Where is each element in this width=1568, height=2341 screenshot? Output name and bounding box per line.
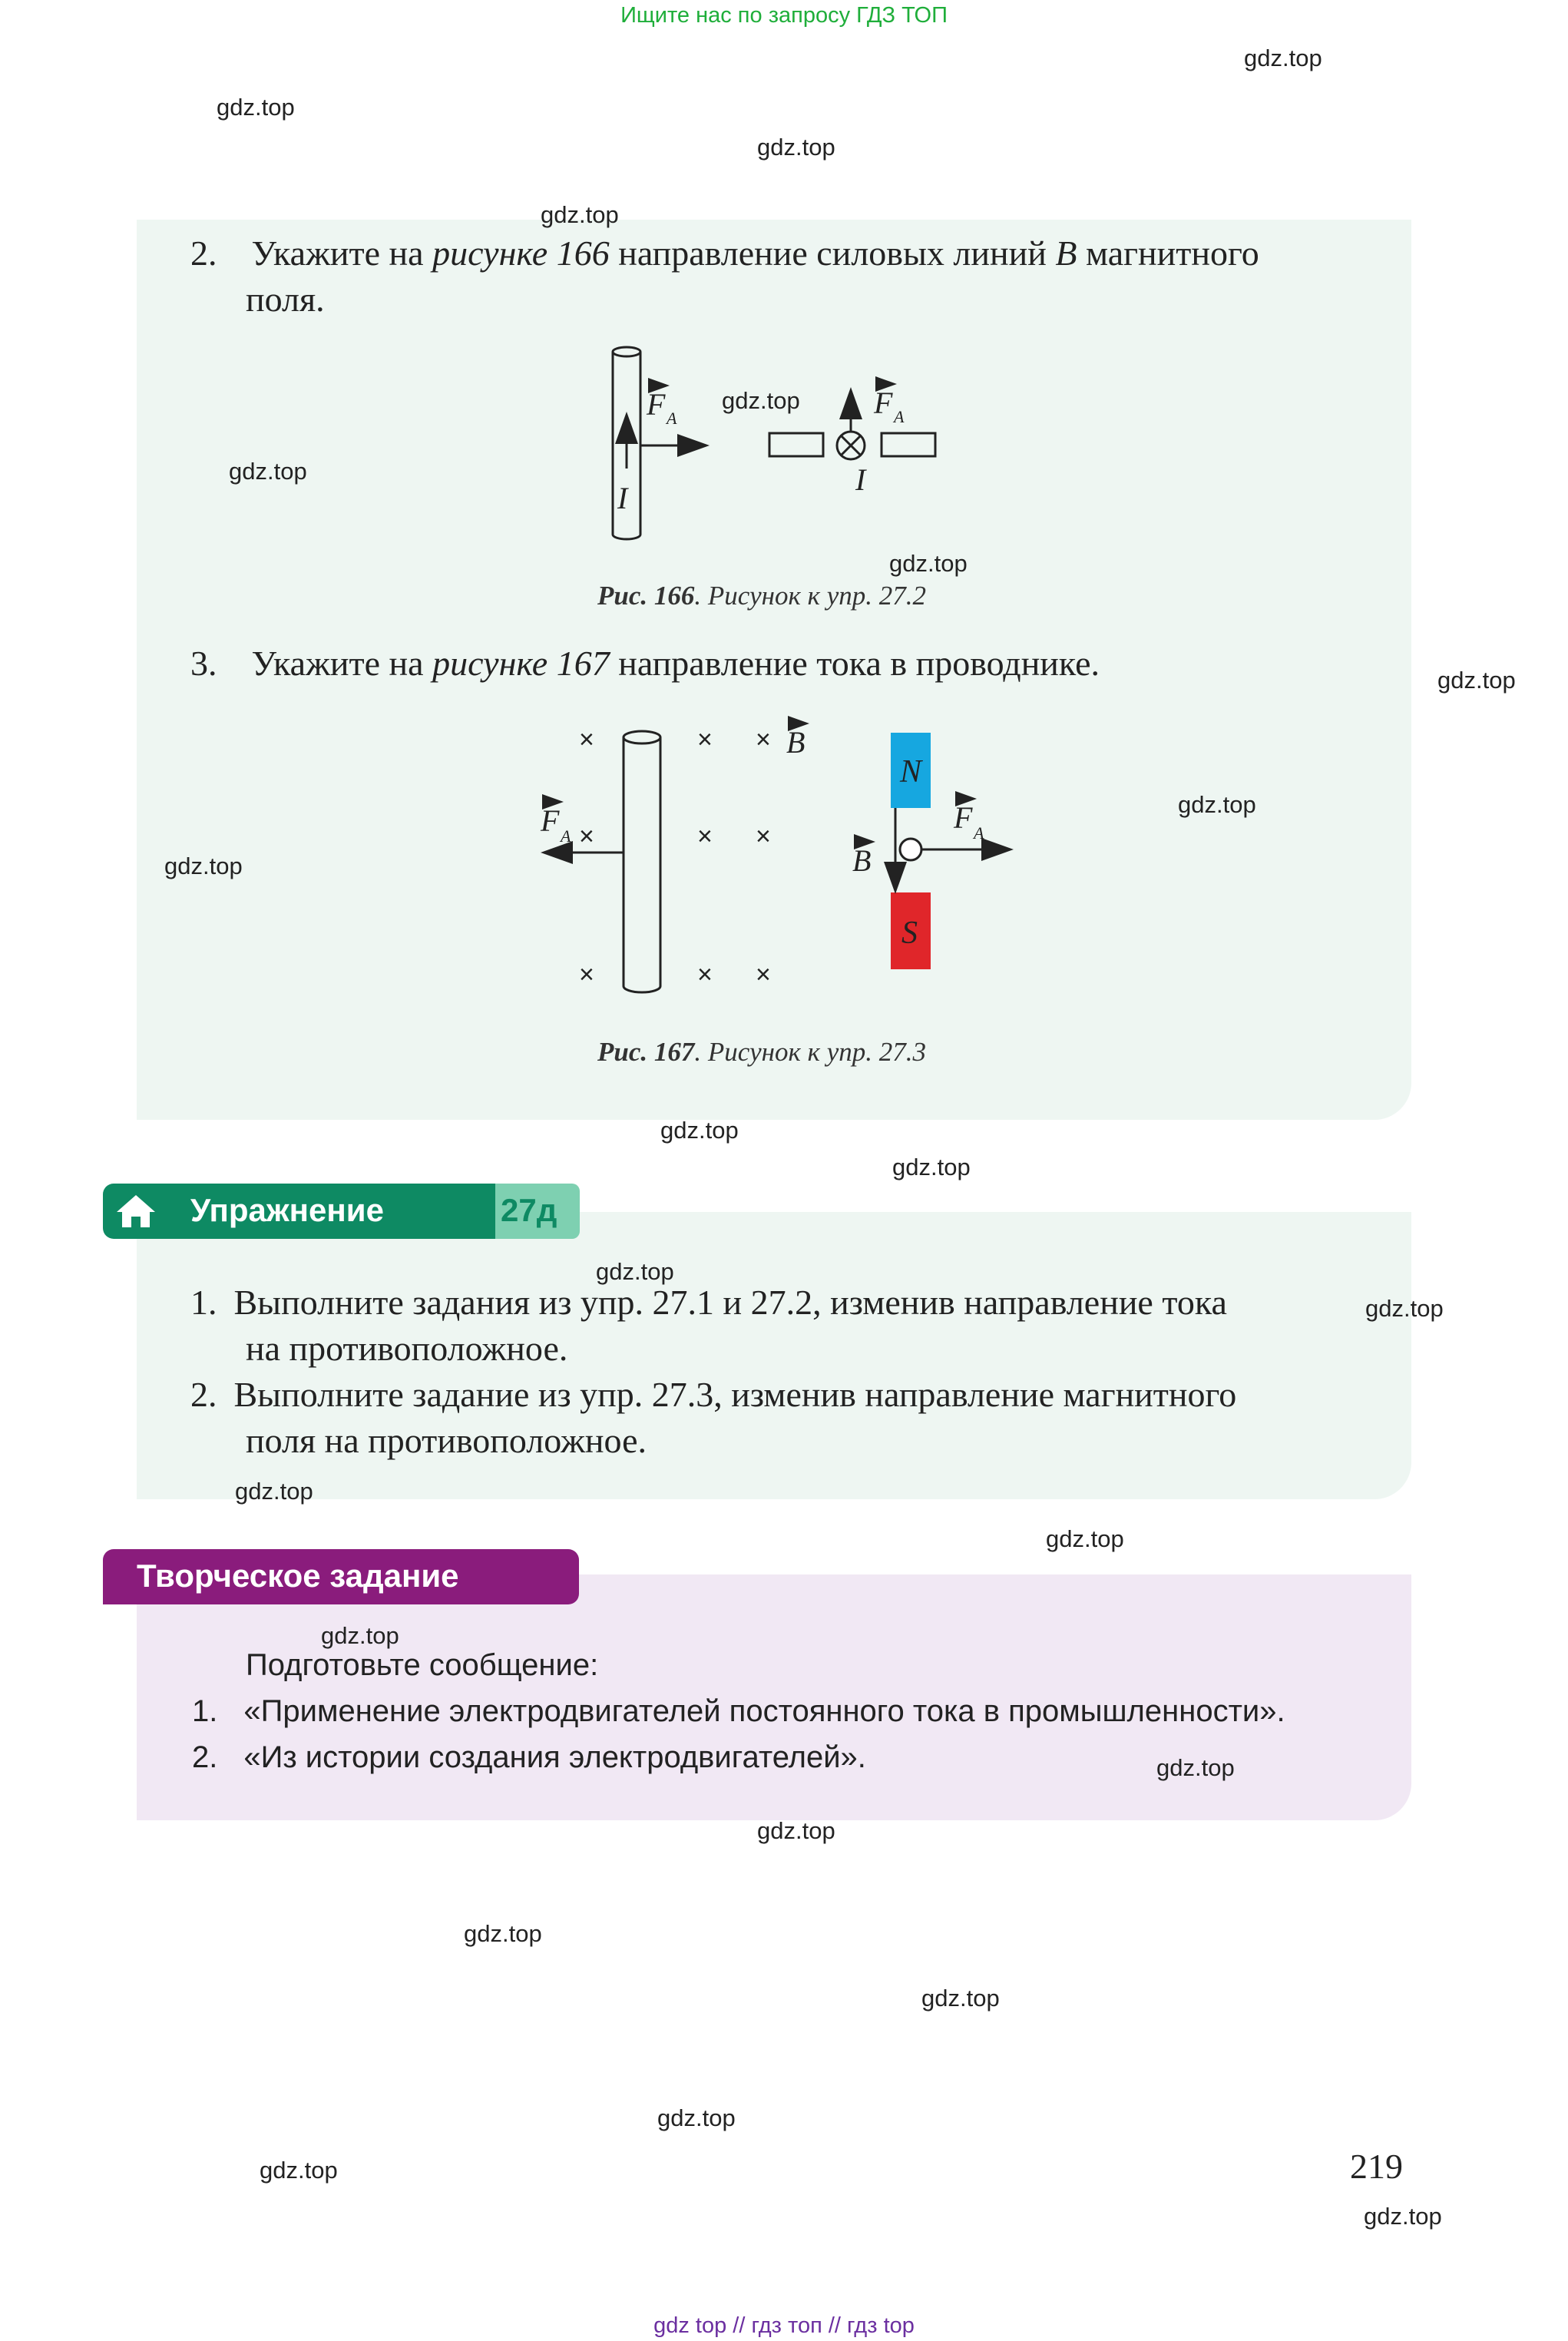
watermark: gdz.top [464,1920,542,1947]
watermark: gdz.top [889,550,968,577]
search-banner[interactable]: Ищите нас по запросу ГДЗ ТОП [620,3,948,28]
figure-166-caption: Рис. 166. Рисунок к упр. 27.2 [597,581,926,611]
svg-text:B: B [852,843,872,878]
svg-text:F: F [541,803,560,838]
task-3-line: 3. Укажите на рисунке 167 направление тока в проводнике. [190,644,1100,683]
exercise-item-1-cont: на противоположное. [246,1329,568,1368]
svg-text:×: × [756,960,771,989]
creative-task-title: Творческое задание [137,1558,459,1594]
magnet-left [769,433,823,456]
svg-text:A: A [894,407,905,426]
creative-item-2: 2. «Из истории создания электродвигателей». [192,1740,866,1774]
svg-text:A: A [974,823,984,843]
exercise-title: Упражнение [190,1192,384,1228]
svg-text:N: N [900,754,922,790]
figure-167 [522,714,1075,1006]
svg-text:B: B [786,725,806,760]
watermark: gdz.top [596,1258,674,1285]
force-label: F [647,387,666,422]
vector-b: B [1055,233,1077,273]
page-number: 219 [1350,2147,1403,2186]
svg-text:F: F [954,800,973,835]
exercise-number: 27д [501,1192,557,1228]
watermark: gdz.top [541,201,619,228]
svg-text:×: × [697,822,713,851]
watermark: gdz.top [892,1154,971,1180]
task-3-number: 3. [190,644,217,683]
watermark: gdz.top [164,853,243,879]
conductor-cross-section [900,839,921,860]
watermark: gdz.top [1244,45,1322,71]
figure-reference: рисунке 166 [432,233,610,273]
watermark: gdz.top [657,2104,736,2131]
task-2-line-1: 2. Укажите на рисунке 166 направление силовых линий B магнитного [190,233,1259,273]
creative-item-1: 1. «Применение электродвигателей постоянного тока в промышленности». [192,1694,1285,1728]
svg-text:×: × [756,725,771,754]
svg-text:×: × [697,960,713,989]
watermark: gdz.top [1437,667,1516,694]
svg-text:I: I [855,462,866,497]
exercise-item-1: 1. Выполните задания из упр. 27.1 и 27.2, изменив направление тока [190,1283,1227,1322]
figure-166 [538,338,1014,553]
exercise-item-2-cont: поля на противоположное. [246,1421,647,1460]
current-label: I [617,481,628,515]
figure-reference: рисунке 167 [432,644,610,683]
watermark: gdz.top [260,2157,338,2184]
svg-text:×: × [579,960,594,989]
svg-text:A: A [667,409,677,428]
watermark: gdz.top [1364,2203,1442,2230]
watermark: gdz.top [235,1478,313,1505]
magnet-right [882,433,935,456]
footer-links[interactable]: gdz top // гдз топ // гдз top [653,2313,915,2338]
svg-text:×: × [697,725,713,754]
watermark: gdz.top [1365,1295,1444,1322]
watermark: gdz.top [1046,1525,1124,1552]
watermark: gdz.top [722,387,800,414]
svg-text:A: A [561,826,571,846]
current-into-page-icon [837,432,865,459]
creative-intro: Подготовьте сообщение: [246,1648,599,1682]
task-2-number: 2. [190,233,217,273]
watermark: gdz.top [1178,791,1256,818]
task-2-line-2: поля. [246,280,325,319]
conductor-cylinder [624,731,660,992]
svg-text:×: × [579,725,594,754]
exercise-item-2: 2. Выполните задание из упр. 27.3, изменив направление магнитного [190,1375,1237,1414]
watermark: gdz.top [921,1985,1000,2012]
field-crosses [579,725,771,989]
watermark: gdz.top [229,458,307,485]
svg-text:×: × [579,822,594,851]
watermark: gdz.top [1156,1754,1235,1781]
watermark: gdz.top [321,1622,399,1649]
watermark: gdz.top [757,1817,835,1844]
watermark: gdz.top [217,94,295,121]
svg-text:S: S [901,916,918,951]
svg-text:F: F [874,386,893,420]
watermark: gdz.top [660,1117,739,1144]
watermark: gdz.top [757,134,835,161]
home-icon [114,1192,158,1230]
svg-text:×: × [756,822,771,851]
figure-167-caption: Рис. 167. Рисунок к упр. 27.3 [597,1037,926,1067]
